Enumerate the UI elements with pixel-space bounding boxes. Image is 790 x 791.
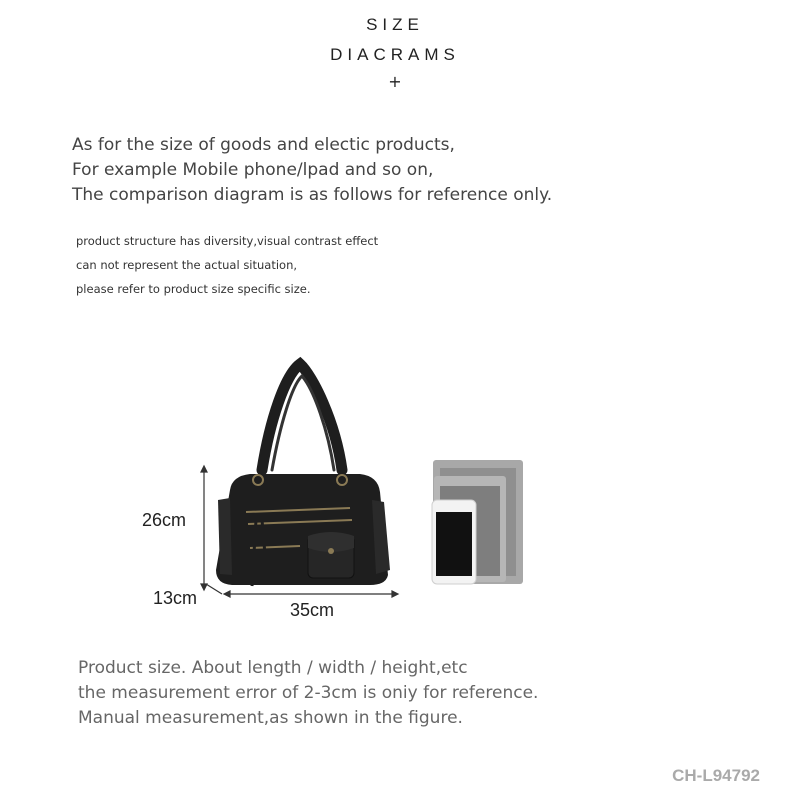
intro-line: As for the size of goods and electic products, xyxy=(72,135,455,155)
note-line: can not represent the actual situation, xyxy=(76,258,298,272)
intro-line: For example Mobile phone/lpad and so on, xyxy=(72,160,434,180)
device-comparison xyxy=(432,460,523,584)
footer-line: Manual measurement,as shown in the figure. xyxy=(78,708,463,728)
note-line: product structure has diversity,visual contrast effect xyxy=(76,234,379,248)
bag-body xyxy=(216,474,390,586)
bag-handles xyxy=(262,364,342,470)
intro-line: The comparison diagram is as follows for reference only. xyxy=(72,185,553,205)
footer-line: Product size. About length / width / height,etc xyxy=(78,658,468,678)
diagrams-heading: DIACRAMS xyxy=(330,45,460,64)
footer-line: the measurement error of 2-3cm is oniy for reference. xyxy=(78,683,539,703)
measurement-note xyxy=(78,656,538,731)
length-label: 35cm xyxy=(290,600,335,620)
height-label: 26cm xyxy=(142,510,187,530)
plus-icon: + xyxy=(388,72,402,91)
depth-label: 13cm xyxy=(153,588,198,608)
product-code: CH-L94792 xyxy=(672,766,760,785)
note-line: please refer to product size specific size. xyxy=(76,282,311,296)
size-heading: SIZE xyxy=(366,15,424,34)
